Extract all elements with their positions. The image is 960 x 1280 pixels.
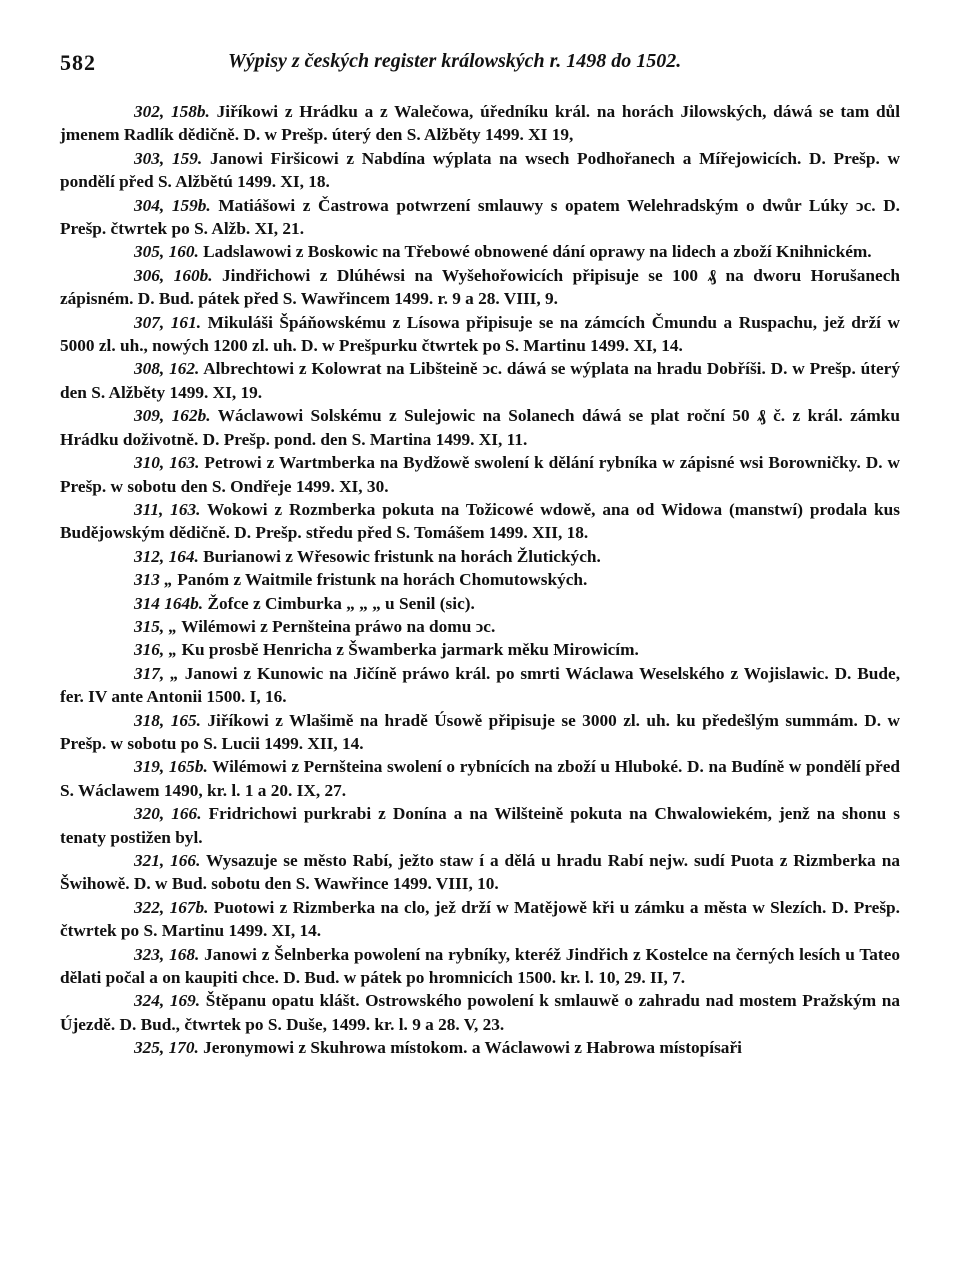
entry-reference: 314 164b. [134,593,204,613]
register-entry [60,100,900,147]
entry-text: Wilémowi z Pernšteina práwo na domu ↄc. [181,616,496,636]
page-body [60,100,900,1060]
entry-text: Fridrichowi purkrabi z Donína a na Wilšteině pokuta na Chwalowiekém, jenž na shonu s tenaty postižen byl. [60,804,901,847]
entry-text: Štěpanu opatu klášt. Ostrowského powolení k smlauwě o zahradu nad mostem Pražským na Újezdě. D. Bud., čtwrtek po S. Duše, 1499. kr. l. 9 a 28. V, 23. [60,991,901,1034]
register-entry [60,592,900,615]
register-entry [60,615,900,638]
entry-text: Puotowi z Rizmberka na clo, jež drží w Matějowě kři u zámku a města w Slezích. D. Prešp. čtwrtek po S. Martinu 1499. XI, 14. [60,897,900,941]
entry-text: Albrechtowi z Kolowrat na Libšteině ↄc. dáwá se wýplata na hradu Dobříši. D. w Prešp. úterý den S. Alžběty 1499. XI, 19. [60,359,900,402]
entry-text: Petrowi z Wartmberka na Bydžowě swolení k dělání rybníka w zápisné wsi Borowničky. D. w Prešp. w sobotu den S. Ondřeje 1499. XI, 30. [60,453,900,496]
page-number: 582 [60,50,96,75]
entry-text: Wokowi z Rozmberka pokuta na Tožicowé wdowě, ana od Widowa (manstwí) prodala kus Budějowským dědičně. D. Prešp. středu před S. Tomášem 1499. XII, 18. [60,499,900,543]
entry-reference: 318, 165. [134,710,201,730]
entry-reference: 315, „ [134,616,178,636]
register-entry [60,568,900,591]
register-entry [60,311,900,358]
entry-text: Janowi z Šelnberka powolení na rybníky, kteréž Jindřich z Kostelce na černých lesích u Tateo dělati počal a on kaupiti chce. D. Bud. w pátek po hromnicích 1500. kr. l. 10, 29. II, 7. [60,944,900,988]
entry-reference: 319, 165b. [134,757,208,777]
entry-reference: 325, 170. [134,1038,199,1058]
entry-reference: 324, 169. [134,991,201,1011]
entry-reference: 313 „ [134,570,173,590]
register-entry [60,755,900,802]
entry-text: Žofce z Cimburka „ „ „ u Senil (sic). [207,593,475,613]
entry-text: Matiášowi z Častrowa potwrzení smlauwy s opatem Welehradským o dwůr Lúky ↄc. D. Prešp. čtwrtek po S. Alžb. XI, 21. [60,195,900,239]
register-entry [60,638,900,661]
register-entry [60,404,900,451]
entry-reference: 308, 162. [134,359,200,379]
entry-text: Jiříkowi z Hrádku a z Walečowa, úředníku král. na horách Jilowských, dáwá se tam důl jmenem Radlík dědičně. D. w Prešp. úterý den S. Alžběty 1499. XI 19, [60,102,900,145]
entry-text: Mikuláši Špáňowskému z Lísowa připisuje se na zámcích Čmundu a Ruspachu, jež drží w 5000 zl. uh., nowých 1200 zl. uh. D. w Prešpurku čtwrtek po S. Martinu 1499. XI, 14. [60,312,900,356]
register-entry [60,498,900,545]
register-entry [60,709,900,756]
register-entry [60,264,900,311]
register-entry [60,194,900,241]
entry-reference: 311, 163. [134,499,201,519]
entry-text: Ku prosbě Henricha z Šwamberka jarmark měku Mirowicím. [181,640,639,660]
entry-reference: 323, 168. [134,944,200,964]
register-entry [60,662,900,709]
entry-text: Janowi z Kunowic na Jičíně práwo král. po smrti Wáclawa Weselského z Wojislawic. D. Bude, fer. IV ante Antonii 1500. I, 16. [60,663,901,707]
entry-reference: 312, 164. [134,546,199,566]
register-entry [60,451,900,498]
entry-reference: 306, 160b. [134,265,213,285]
register-entry [60,896,900,943]
register-entry [60,357,900,404]
entry-reference: 307, 161. [134,312,202,332]
register-entry [60,147,900,194]
entry-reference: 322, 167b. [134,897,209,917]
register-entry [60,849,900,896]
register-entry [60,545,900,568]
entry-reference: 317, „ [134,663,179,683]
register-entry [60,989,900,1036]
page-header [60,50,900,82]
entry-reference: 304, 159b. [134,195,211,215]
entry-text: Jeronymowi z Skuhrowa místokom. a Wáclawowi z Habrowa místopísaři [203,1038,742,1058]
entry-reference: 302, 158b. [134,102,210,121]
entry-text: Jindřichowi z Dlúhéwsi na Wyšehořowicích připisuje se 100 ₰ na dworu Horušanech zápisném. D. Bud. pátek před S. Wawřincem 1499. r. 9 a 28. VIII, 9. [60,265,900,309]
entry-text: Janowi Firšicowi z Nabdína wýplata na wsech Podhořanech a Mířejowicích. D. Prešp. w pondělí před S. Alžbětú 1499. XI, 18. [60,148,900,192]
entry-reference: 310, 163. [134,453,200,473]
register-entry [60,240,900,263]
entry-text: Wysazuje se město Rabí, ježto staw í a dělá u hradu Rabí nejw. sudí Puota z Rizmberka na Šwihowě. D. w Bud. sobotu den S. Wawřince 1499. VIII, 10. [60,851,900,894]
entry-text: Wilémowi z Pernšteina swolení o rybnících na zboží u Hluboké. D. na Budíně w pondělí před S. Wáclawem 1490, kr. l. 1 a 20. IX, 27. [60,757,900,800]
entry-reference: 321, 166. [134,851,201,870]
entry-text: Jiříkowi z Wlašimě na hradě Úsowě připisuje se 3000 zl. uh. ku předešlým summám. D. w Prešp. w sobotu po S. Lucii 1499. XII, 14. [60,710,900,753]
entry-text: Panóm z Waitmile fristunk na horách Chomutowských. [177,570,588,590]
entry-text: Wáclawowi Solskému z Sulejowic na Solanech dáwá se plat roční 50 ₰ č. z král. zámku Hrádku doživotně. D. Prešp. pond. den S. Martina 1499. XI, 11. [60,406,900,449]
running-title: Wýpisy z českých register králowských r. 1498 do 1502. [228,50,682,72]
register-entry [60,802,900,849]
entry-reference: 305, 160. [134,242,199,262]
entry-reference: 303, 159. [134,148,203,168]
entry-text: Ladslawowi z Boskowic na Třebowé obnowené dání oprawy na lidech a zboží Knihnickém. [203,242,872,262]
register-entry [60,1036,900,1059]
entry-reference: 316, „ [134,640,178,660]
register-entry [60,943,900,990]
entry-text: Burianowi z Wřesowic fristunk na horách Žlutických. [203,546,601,566]
entry-reference: 309, 162b. [134,406,211,426]
entry-reference: 320, 166. [134,804,202,824]
